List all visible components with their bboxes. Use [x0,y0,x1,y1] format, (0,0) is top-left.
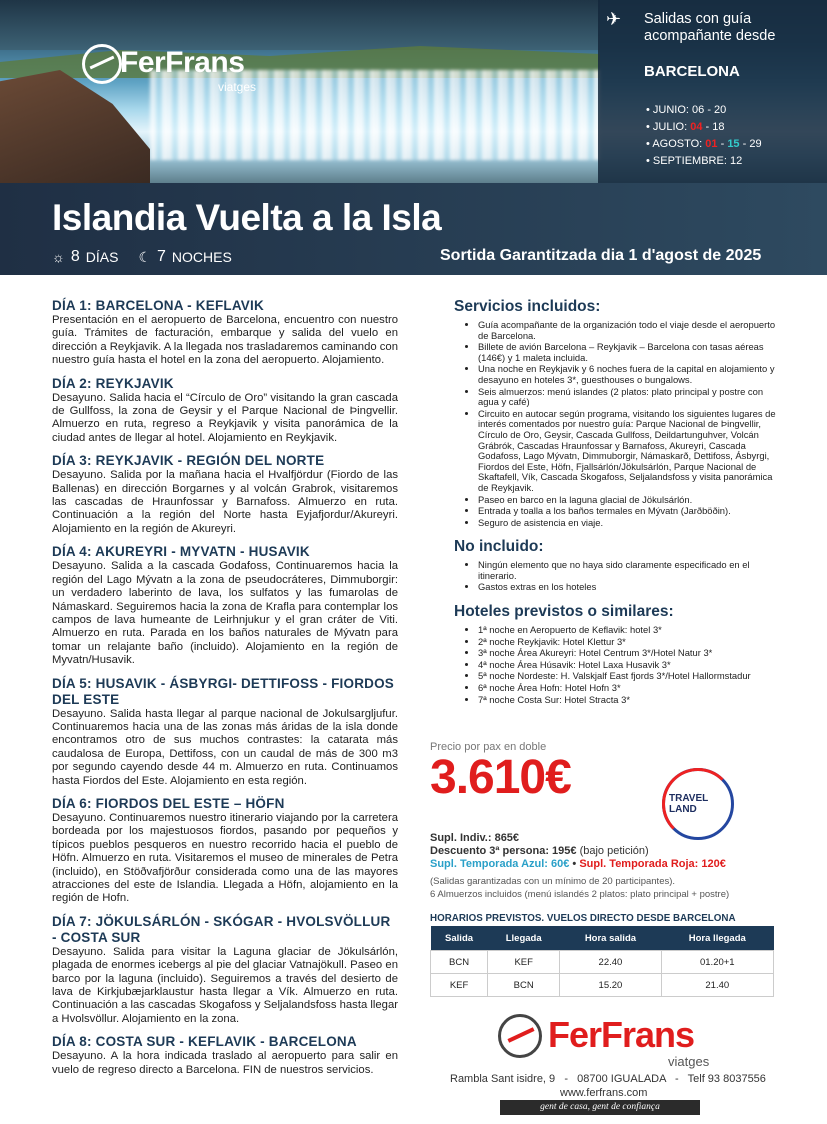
day-title: DÍA 1: BARCELONA - KEFLAVIK [52,298,264,313]
slogan: gent de casa, gent de confiança [500,1100,700,1115]
sun-icon: ☼ [52,249,65,265]
website-link[interactable]: www.ferfrans.com [560,1087,648,1099]
day-text: Desayuno. Salida hasta llegar al parque nacional de Jokulsargljufur. Continuaremos hacia una de las zonas más áridas de la isla donde encontramos otro de sus muchos contrastes: la catarata más caudalosa de Europa, Dettifoss, con un caudal de más de 300 m3 por segundo cayendo desde 44 m. Almuerzo en ruta. Continuamos hasta Fiordos del Este. Alojamiento en esta región. [52,707,398,787]
list-item: • 4ª noche Área Húsavik: Hotel Laxa Husavik 3* [478,660,784,671]
list-item: • Una noche en Reykjavik y 6 noches fuera de la capital en alojamiento y desayuno en hoteles 3*, guesthouses o bungalows. [478,364,784,385]
guaranteed-departure: Sortida Garantitzada dia 1 d'agost de 2025 [440,247,762,264]
flight-row [431,951,774,974]
page-title: Islandia Vuelta a la Isla [52,197,442,238]
address: Rambla Sant isidre, 9 - 08700 IGUALADA - Telf 93 8037556 [450,1073,766,1085]
globe-icon [82,44,122,84]
flight-cell: 01.20+1 [661,951,773,974]
list-item: • Billete de avión Barcelona – Reykjavik – Barcelona con tasas aéreas (146€) y 1 maleta incluida. [478,342,784,363]
hotels-list [454,625,784,705]
list-item: • Entrada y toalla a los baños termales en Mývatn (Jarðböðin). [478,506,784,517]
itinerary-day [52,544,398,667]
flights-title: HORARIOS PREVISTOS. VUELOS DIRECTO DESDE BARCELONA [430,913,736,924]
services-title: Servicios incluidos: [454,298,601,315]
day-text: Desayuno. Salida por la mañana hacia el Hvalfjördur (Fiordo de las Ballenas) en dirección Borgarnes y al volcán Grabrok, visitaremos las cascadas de Hraunfossar y Barnafoss. Almuerzo en ruta. Continuación a la región del Norte hasta Eyjafjordur/Akureyri. Alojamiento en la región de Akureyri. [52,469,398,535]
nights-number: 7 [157,248,166,265]
footer-logo[interactable] [498,1012,738,1072]
hotels-title: Hoteles previstos o similares: [454,603,674,621]
list-item: • 2ª noche Reykjavik: Hotel Klettur 3* [478,637,784,648]
itinerary-day [52,1034,398,1077]
flight-cell: BCN [431,951,488,974]
day-title: DÍA 5: HUSAVIK - ÁSBYRGI- DETTIFOSS - FIORDOS DEL ESTE [52,675,395,707]
flight-cell: KEF [488,951,560,974]
ferfrans-logo[interactable] [82,40,282,96]
temporada-azul: Supl. Temporada Azul: 60€ [430,858,570,870]
itinerary-day [52,453,398,536]
flight-row [431,974,774,997]
day-title: DÍA 4: AKUREYRI - MYVATN - HUSAVIK [52,544,310,560]
day-title: DÍA 3: REYKJAVIK - REGIÓN DEL NORTE [52,453,325,469]
list-item: • Seguro de asistencia en viaje. [478,518,784,529]
hotels [454,603,784,705]
travel-land-logo [662,768,734,840]
day-title: DÍA 6: FIORDOS DEL ESTE – HÖFN [52,795,285,811]
temporada-roja: Supl. Temporada Roja: 120€ [579,858,726,870]
departure-item: • JUNIO: 06 - 20 [646,102,762,119]
list-item: • Seis almuerzos: menú islandes (2 platos: plato principal y postre con agua y café) [478,387,784,408]
list-item: • 3ª noche Área Akureyri: Hotel Centrum 3*/Hotel Natur 3* [478,648,784,659]
services-list [454,320,784,528]
flight-header: Llegada [488,926,560,951]
not-included [454,538,784,593]
flight-cell: 22.40 [560,951,661,974]
footer-brand-sub: viatges [668,1054,710,1069]
days-label: DÍAS [85,249,119,265]
itinerary-day [52,376,398,446]
price: 3.610€ [430,751,571,804]
list-item: • Ningún elemento que no haya sido claramente especificado en el itinerario. [478,560,784,581]
day-title: DÍA 8: COSTA SUR - KEFLAVIK - BARCELONA [52,1034,357,1050]
list-item: • 1ª noche en Aeropuerto de Keflavik: hotel 3* [478,625,784,636]
note-min: (Salidas garantizadas con un mínimo de 20 participantes). [430,876,676,887]
list-item: • 7ª noche Costa Sur: Hotel Stracta 3* [478,695,784,706]
logo-sub: viatges [218,80,257,94]
departure-dates-list [646,102,762,170]
departure-item: • JULIO: 04 - 18 [646,119,762,136]
airplane-icon: ✈ [606,9,622,29]
services-column [454,298,784,715]
title-bar [0,183,827,275]
departure-item: • SEPTIEMBRE: 12 [646,153,762,170]
flight-cell: BCN [488,974,560,997]
day-text: Presentación en el aeropuerto de Barcelona, encuentro con nuestro guía. Trámites de facturación, embarque y salida del vuelo en dirección a Reykjavik. A la llegada nos trasladaremos caminando con nuestro guía hasta el hotel en la zona del aeropuerto. Alojamiento. [52,314,398,367]
flight-cell: 15.20 [560,974,661,997]
flight-cell: KEF [431,974,488,997]
duration [52,248,232,266]
descuento-note: (bajo petición) [576,845,649,857]
not-included-title: No incluido: [454,538,544,556]
moon-icon: ☾ [138,248,151,265]
price-label: Precio por pax en doble [430,741,547,753]
day-title: DÍA 2: REYKJAVIK [52,375,174,391]
itinerary-day [52,298,398,368]
note-lunch: 6 Almuerzos incluidos (menú islandés 2 platos: plato principal + postre) [430,889,730,900]
day-title: DÍA 7: JÖKULSÁRLÓN - SKÓGAR - HVOLSVÖLLUR - COSTA SUR [52,913,391,945]
flight-header: Hora llegada [661,926,773,951]
list-item: • Paseo en barco en la laguna glacial de Jökulsárlón. [478,495,784,506]
travel-land-label: TRAVEL LAND [669,793,709,815]
descuento: Descuento 3ª persona: 195€ [430,845,577,857]
flights-table [430,926,774,997]
list-item: • 6ª noche Área Hofn: Hotel Hofn 3* [478,683,784,694]
list-item: • Gastos extras en los hoteles [478,582,784,593]
list-item: • Circuito en autocar según programa, visitando los siguientes lugares de interés comentados por nuestro guía: Parque Nacional de Þingvellir, Círculo de Oro, Geysir, Cascada Gullfoss, Deildartunguhver, Volcán Grábrók, Cascadas Hraunfossar y Barnafoss, Akureyri, Cascada Godafoss, Lago Mývatn, Dimmuborgir, Námaskarð, Dettifoss, Ásbyrgi, Fiordos del Este, Höfn, Fjallsárlón/Jökulsárlón, Parque Nacional de Skaftafell, Vík, Cascada Skogafoss, Seljalandsfoss y visita panorámica de Reykjavik. [478,409,784,494]
day-text: Desayuno. Salida hacia el “Círculo de Oro” visitando la gran cascada de Gullfoss, la zona de Geysir y el Parque Nacional de Þingvellir. Almuerzo en ruta, regreso a Reykjavik y visita panorámica de la ciudad antes de llegar al hotel. Alojamiento en Reykjavik. [52,391,398,444]
list-item: • 5ª noche Nordeste: H. Valskjalf East fjords 3*/Hotel Hallormstadur [478,671,784,682]
departures-panel [598,0,827,183]
itinerary-day [52,796,398,906]
itinerary-day [52,676,398,788]
logo-brand: FerFrans [120,46,245,79]
days-number: 8 [70,248,80,265]
footer-brand: FerFrans [548,1014,695,1055]
nights-label: NOCHES [171,249,232,265]
itinerary-day [52,914,398,1026]
list-item: • Guía acompañante de la organización todo el viaje desde el aeropuerto de Barcelona. [478,320,784,341]
day-text: Desayuno. Salida para visitar la Laguna glaciar de Jökulsárlón, plagada de enormes icebergs al pie del glaciar Vatnajökull. Paseo en barco por la laguna (incluido). Seguiremos a través del desierto de lava de Kirkjubæjarklaustur hasta llegar a Vík. Almuerzo en ruta. Continuación a las cascadas Skogafoss y Seljalandsfoss hasta llegar a Hvolsvöllur. Alojamiento en la zona. [52,945,399,1025]
not-included-list [454,560,784,593]
departure-item: • AGOSTO: 01 - 15 - 29 [646,136,762,153]
day-text: Desayuno. Continuaremos nuestro itinerario viajando por la carretera bordeada por los majestuosos fiordos, pasando por pequeños y típicos pueblos pesqueros en nuestro recorrido hacia el pueblo de Höfn. Almuerzo en ruta. Visitaremos el museo de minerales de Petra (incluido), en Stöðvafjörður considerada como una de las mayores atracciones del este de Islandia. Llegada a Höfn, alojamiento en la región de Hofn. [52,811,398,905]
panel-heading: Salidas con guía acompañante desde [644,11,776,44]
services-included [454,298,784,528]
supl-indiv: Supl. Indiv.: 865€ [430,832,520,844]
day-text: Desayuno. Salida a la cascada Godafoss, Continuaremos hacia la región del Lago Mývatn a la zona de pseudocráteres, Dimmuborgir: un verdadero laberinto de lava, los sulfatos y las fumarolas de Námaskard. Seguiremos hacia la zona de Krafla para contemplar los campos de lava humeante de Leirhnjukur y el gran cráter de Viti. Almuerzo en ruta. Parada en los baños naturales de Mývatn para tomar un relajante baño (incluido). Alojamiento en la región de Myvatn/Husavik. [52,560,398,667]
flight-header: Salida [431,926,488,951]
flight-cell: 21.40 [661,974,773,997]
day-text: Desayuno. A la hora indicada traslado al aeropuerto para salir en vuelo de regreso directo a Barcelona. FIN de nuestros servicios. [52,1050,398,1076]
globe-icon [498,1014,542,1058]
flight-header: Hora salida [560,926,661,951]
itinerary [52,298,398,1085]
supplements: Supl. Indiv.: 865€ Descuento 3ª persona: 195€ (bajo petición) Supl. Temporada Azul: 60€ • Supl. Temporada Roja: 120€ (Salidas garantizadas con un mínimo de 20 participantes). 6 Almuerzos incluidos (menú islandés 2 platos: plato principal + postre) [430,832,730,900]
panel-city: BARCELONA [644,63,740,80]
